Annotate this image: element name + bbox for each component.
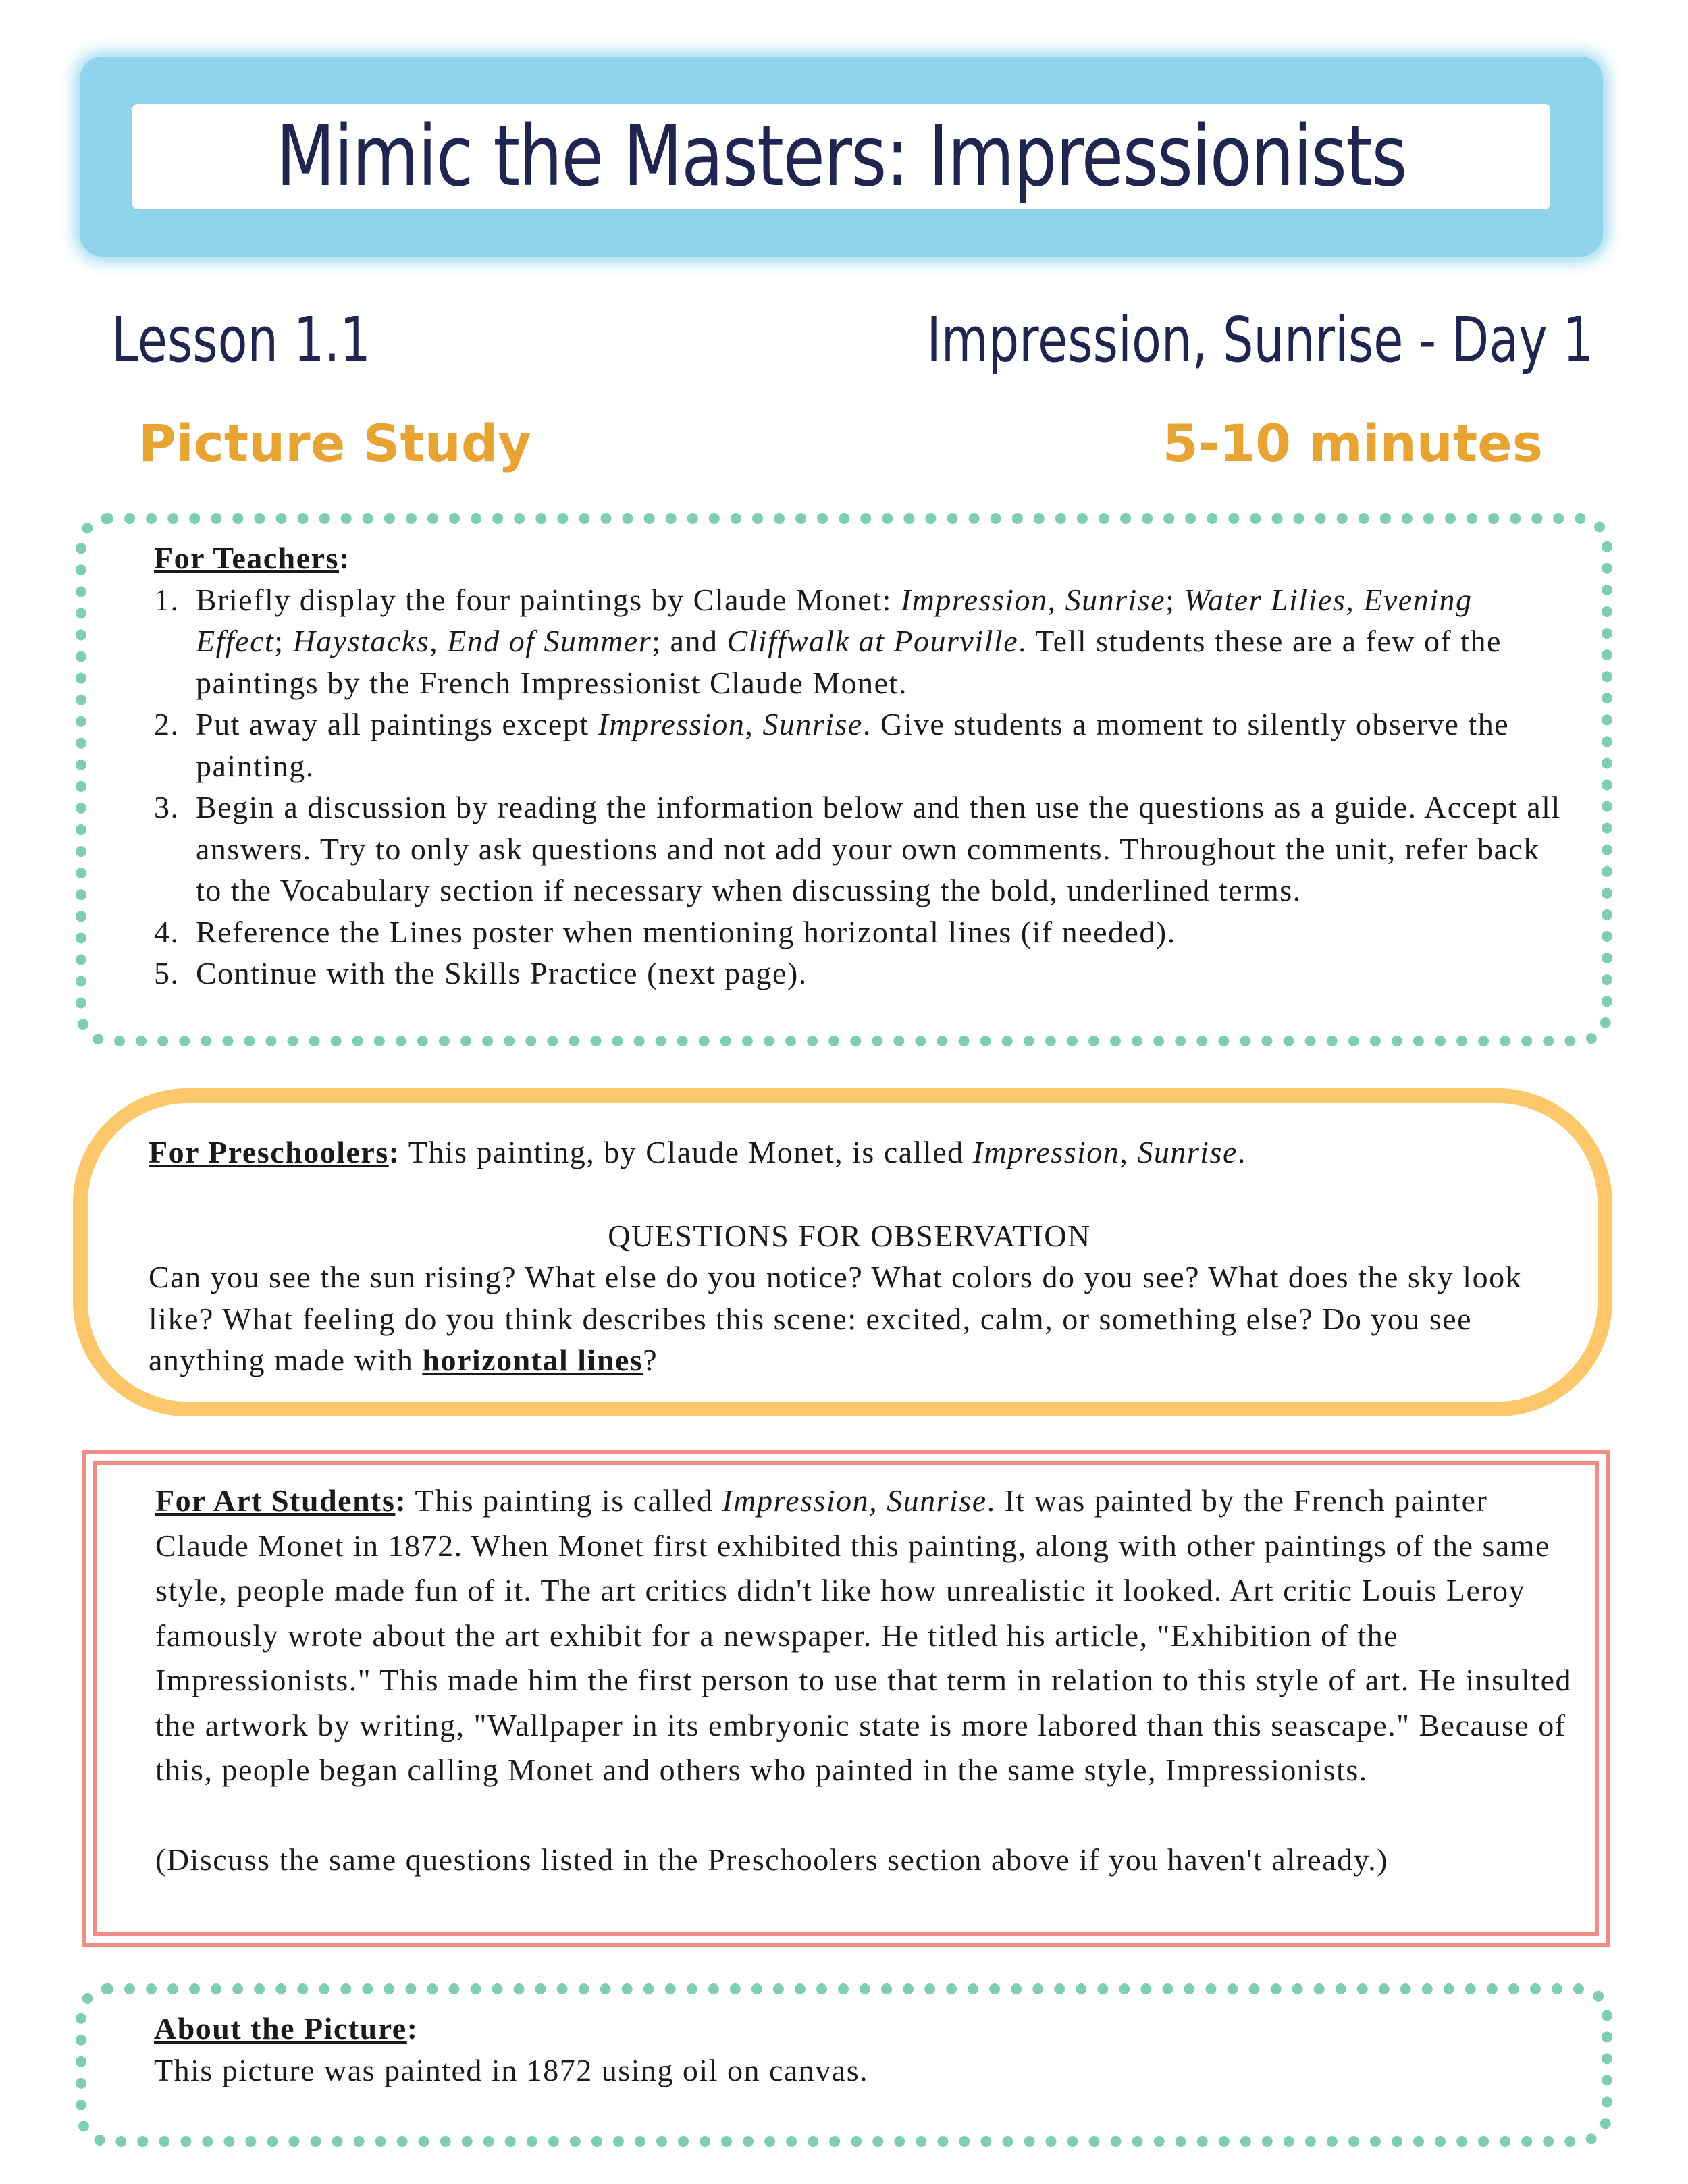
teachers-box — [76, 513, 1612, 1046]
list-item — [154, 703, 1561, 787]
questions-text — [149, 1256, 1550, 1381]
art-students-note: (Discuss the same questions listed in the Preschoolers section above if you haven't already.) — [155, 1842, 1388, 1877]
preschoolers-content — [149, 1131, 1550, 1381]
art-students-box — [82, 1450, 1610, 1947]
punctuation: . — [1237, 1135, 1246, 1169]
step-number: 3. — [154, 790, 180, 824]
list-item — [154, 787, 1561, 911]
lesson-title-text: Impression, Sunrise - Day 1 — [926, 304, 1593, 376]
activity-label: Picture Study — [138, 413, 531, 473]
title-banner — [80, 57, 1603, 257]
art-students-content — [155, 1479, 1579, 1882]
step-text: Reference the Lines poster when mentioning horizontal lines (if needed). — [196, 914, 1176, 949]
step-text: ; and — [652, 624, 727, 658]
page-title: Mimic the Masters: Impressionists — [275, 108, 1407, 205]
list-item — [154, 953, 1561, 994]
preschoolers-box — [73, 1088, 1612, 1416]
step-text: Begin a discussion by reading the information below and then use the questions as a guide. Accept all answers. Try to only ask questions and not add your own comments. Throughout the unit, refer back to the Vocabulary section if necessary when discussing the bold, underlined terms. — [196, 790, 1561, 907]
art-students-text: . It was painted by the French painter Claude Monet in 1872. When Monet first exhibited this painting, along with other paintings of the same style, people made fun of it. The art critics didn't like how unrealistic it looked. Art critic Louis Leroy famously wrote about the art exhibit for a newspaper. He titled his article, "Exhibition of the Impressionists." This made him the first person to use that term in relation to this style of art. He insulted the artwork by writing, "Wallpaper in its embryonic state is more labored than this seascape." Because of this, people began calling Monet and others who painted in the same style, Impressionists. — [155, 1483, 1573, 1787]
step-number: 5. — [154, 956, 180, 990]
step-text: ; — [274, 624, 293, 658]
vocab-term: horizontal lines — [422, 1343, 643, 1377]
painting-title: Cliffwalk at Pourville — [727, 624, 1019, 658]
teachers-heading: For Teachers: — [154, 541, 350, 575]
teachers-content — [154, 537, 1561, 994]
about-heading: About the Picture: — [154, 2011, 419, 2046]
lesson-title — [739, 304, 1593, 376]
step-text: . Tell students these are a few of the paintings by the French Impressionist Claude Monet. — [196, 624, 1502, 700]
about-box — [76, 1983, 1612, 2147]
questions-body: Can you see the sun rising? What else do you notice? What colors do you see? What does the sky look like? What feeling do you think describes this scene: excited, calm, or something else? Do you see anything made with — [149, 1260, 1523, 1377]
painting-title: Impression, Sunrise — [722, 1483, 987, 1518]
painting-title: Impression, Sunrise — [900, 582, 1166, 617]
lesson-number — [111, 304, 444, 376]
title-banner-inner — [132, 104, 1550, 209]
step-text: Briefly display the four paintings by Claude Monet: — [196, 582, 901, 617]
lesson-number-text: Lesson 1.1 — [111, 304, 371, 376]
preschoolers-intro-text: This painting, by Claude Monet, is called — [400, 1135, 973, 1169]
punctuation: ? — [643, 1343, 658, 1377]
about-content — [154, 2008, 1561, 2091]
painting-title: Impression, Sunrise — [598, 707, 863, 741]
teachers-steps — [154, 579, 1561, 994]
about-text: This picture was painted in 1872 using oil on canvas. — [154, 2052, 869, 2087]
list-item — [154, 579, 1561, 704]
preschoolers-label: For Preschoolers — [149, 1135, 389, 1169]
duration-label: 5-10 minutes — [1162, 413, 1543, 473]
teachers-label: For Teachers — [154, 541, 339, 575]
questions-heading: QUESTIONS FOR OBSERVATION — [608, 1218, 1091, 1253]
about-label: About the Picture — [154, 2011, 407, 2046]
step-number: 2. — [154, 707, 180, 741]
art-students-label: For Art Students — [155, 1483, 396, 1518]
art-students-text: This painting is called — [406, 1483, 722, 1518]
step-text: Put away all paintings except — [196, 707, 598, 741]
painting-title: Water Lilies, Evening Effect — [196, 582, 1473, 658]
preschoolers-intro: For Preschoolers: This painting, by Claude Monet, is called Impression, Sunrise. — [149, 1135, 1246, 1169]
painting-title: Haystacks, End of Summer — [292, 624, 652, 658]
step-text: Continue with the Skills Practice (next page). — [196, 956, 808, 990]
painting-title: Impression, Sunrise — [972, 1135, 1238, 1169]
list-item — [154, 911, 1561, 953]
step-number: 4. — [154, 914, 180, 949]
step-number: 1. — [154, 582, 180, 617]
art-students-paragraph: For Art Students: This painting is called Impression, Sunrise. It was painted by the French painter Claude Monet in 1872. When Monet first exhibited this painting, along with other paintings of the same style, people made fun of it. The art critics didn't like how unrealistic it looked. Art critic Louis Leroy famously wrote about the art exhibit for a newspaper. He titled his article, "Exhibition of the Impressionists." This made him the first person to use that term in relation to this style of art. He insulted the artwork by writing, "Wallpaper in its embryonic state is more labored than this seascape." Because of this, people began calling Monet and others who painted in the same style, Impressionists. — [155, 1483, 1573, 1787]
step-text: ; — [1165, 582, 1184, 617]
step-text: . Give students a moment to silently observe the painting. — [196, 707, 1510, 783]
